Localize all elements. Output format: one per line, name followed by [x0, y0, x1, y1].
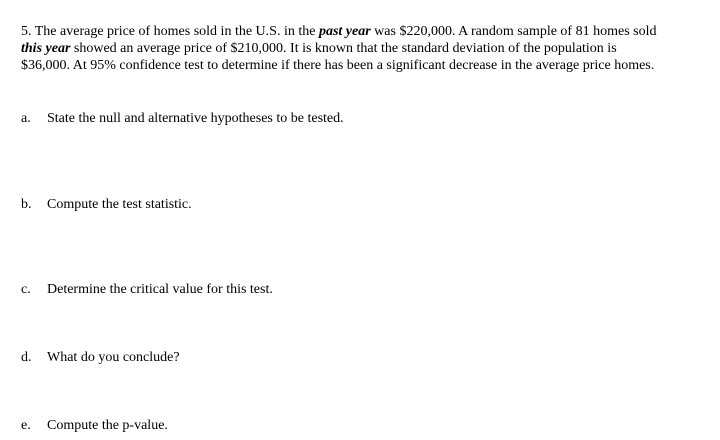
part-text: State the null and alternative hypotheses to be tested. — [47, 111, 344, 126]
part-text: What do you conclude? — [47, 350, 180, 365]
part-letter: c. — [21, 282, 31, 297]
problem-tail-text: showed an average price of $210,000. It is known that the standard deviation of the population is $36,000. At 95% confidence test to determine if there has been a significant decrease in the average price homes. — [21, 41, 655, 73]
part-text: Compute the p-value. — [47, 418, 168, 433]
question-part-a — [21, 110, 344, 127]
problem-middle-text: was $220,000. A random sample of 81 homes sold — [370, 24, 657, 39]
question-part-b — [21, 196, 192, 213]
problem-statement — [21, 23, 661, 74]
problem-lead-text: 5. The average price of homes sold in the U.S. in the — [21, 24, 319, 39]
part-letter: b. — [21, 197, 32, 212]
part-letter: e. — [21, 418, 31, 433]
question-part-c — [21, 281, 273, 298]
question-part-e — [21, 417, 168, 434]
emphasis-past-year: past year — [318, 24, 371, 39]
part-letter: d. — [21, 350, 32, 365]
part-letter: a. — [21, 111, 31, 126]
part-text: Compute the test statistic. — [47, 197, 192, 212]
question-part-d — [21, 349, 180, 366]
emphasis-this-year: this year — [21, 41, 71, 56]
part-text: Determine the critical value for this test. — [47, 282, 273, 297]
